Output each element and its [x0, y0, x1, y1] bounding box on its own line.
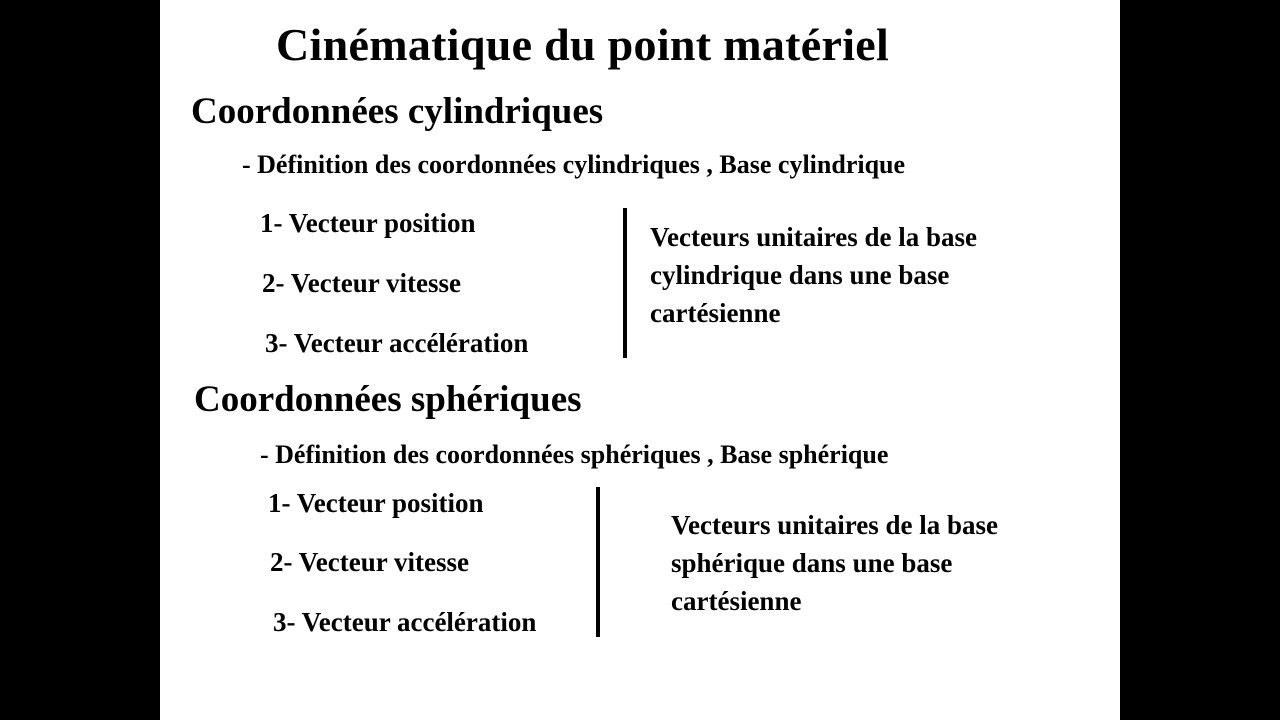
slide-title: Cinématique du point matériel: [276, 19, 890, 70]
description-cylindrical: [650, 218, 1070, 332]
description-line: cylindrique dans une base: [650, 260, 950, 290]
item-acceleration-cylindrical: 3- Vecteur accélération: [265, 328, 529, 358]
description-line: Vecteurs unitaires de la base: [650, 222, 977, 252]
item-acceleration-spherical: 3- Vecteur accélération: [273, 607, 537, 637]
divider-cylindrical: [623, 208, 627, 358]
heading-cylindrical: Coordonnées cylindriques: [191, 91, 604, 132]
heading-spherical: Coordonnées sphériques: [194, 379, 582, 420]
description-spherical: [671, 506, 1091, 620]
slide: [160, 0, 1120, 720]
definition-cylindrical: - Définition des coordonnées cylindriques , Base cylindrique: [242, 150, 906, 179]
item-vitesse-cylindrical: 2- Vecteur vitesse: [262, 268, 461, 298]
item-vitesse-spherical: 2- Vecteur vitesse: [270, 547, 469, 577]
description-line: Vecteurs unitaires de la base: [671, 510, 998, 540]
description-line: cartésienne: [671, 586, 802, 616]
description-line: sphérique dans une base: [671, 548, 953, 578]
definition-spherical: - Définition des coordonnées sphériques , Base sphérique: [260, 440, 889, 469]
item-position-cylindrical: 1- Vecteur position: [260, 208, 476, 238]
item-position-spherical: 1- Vecteur position: [268, 488, 484, 518]
description-line: cartésienne: [650, 298, 781, 328]
divider-spherical: [596, 487, 600, 637]
